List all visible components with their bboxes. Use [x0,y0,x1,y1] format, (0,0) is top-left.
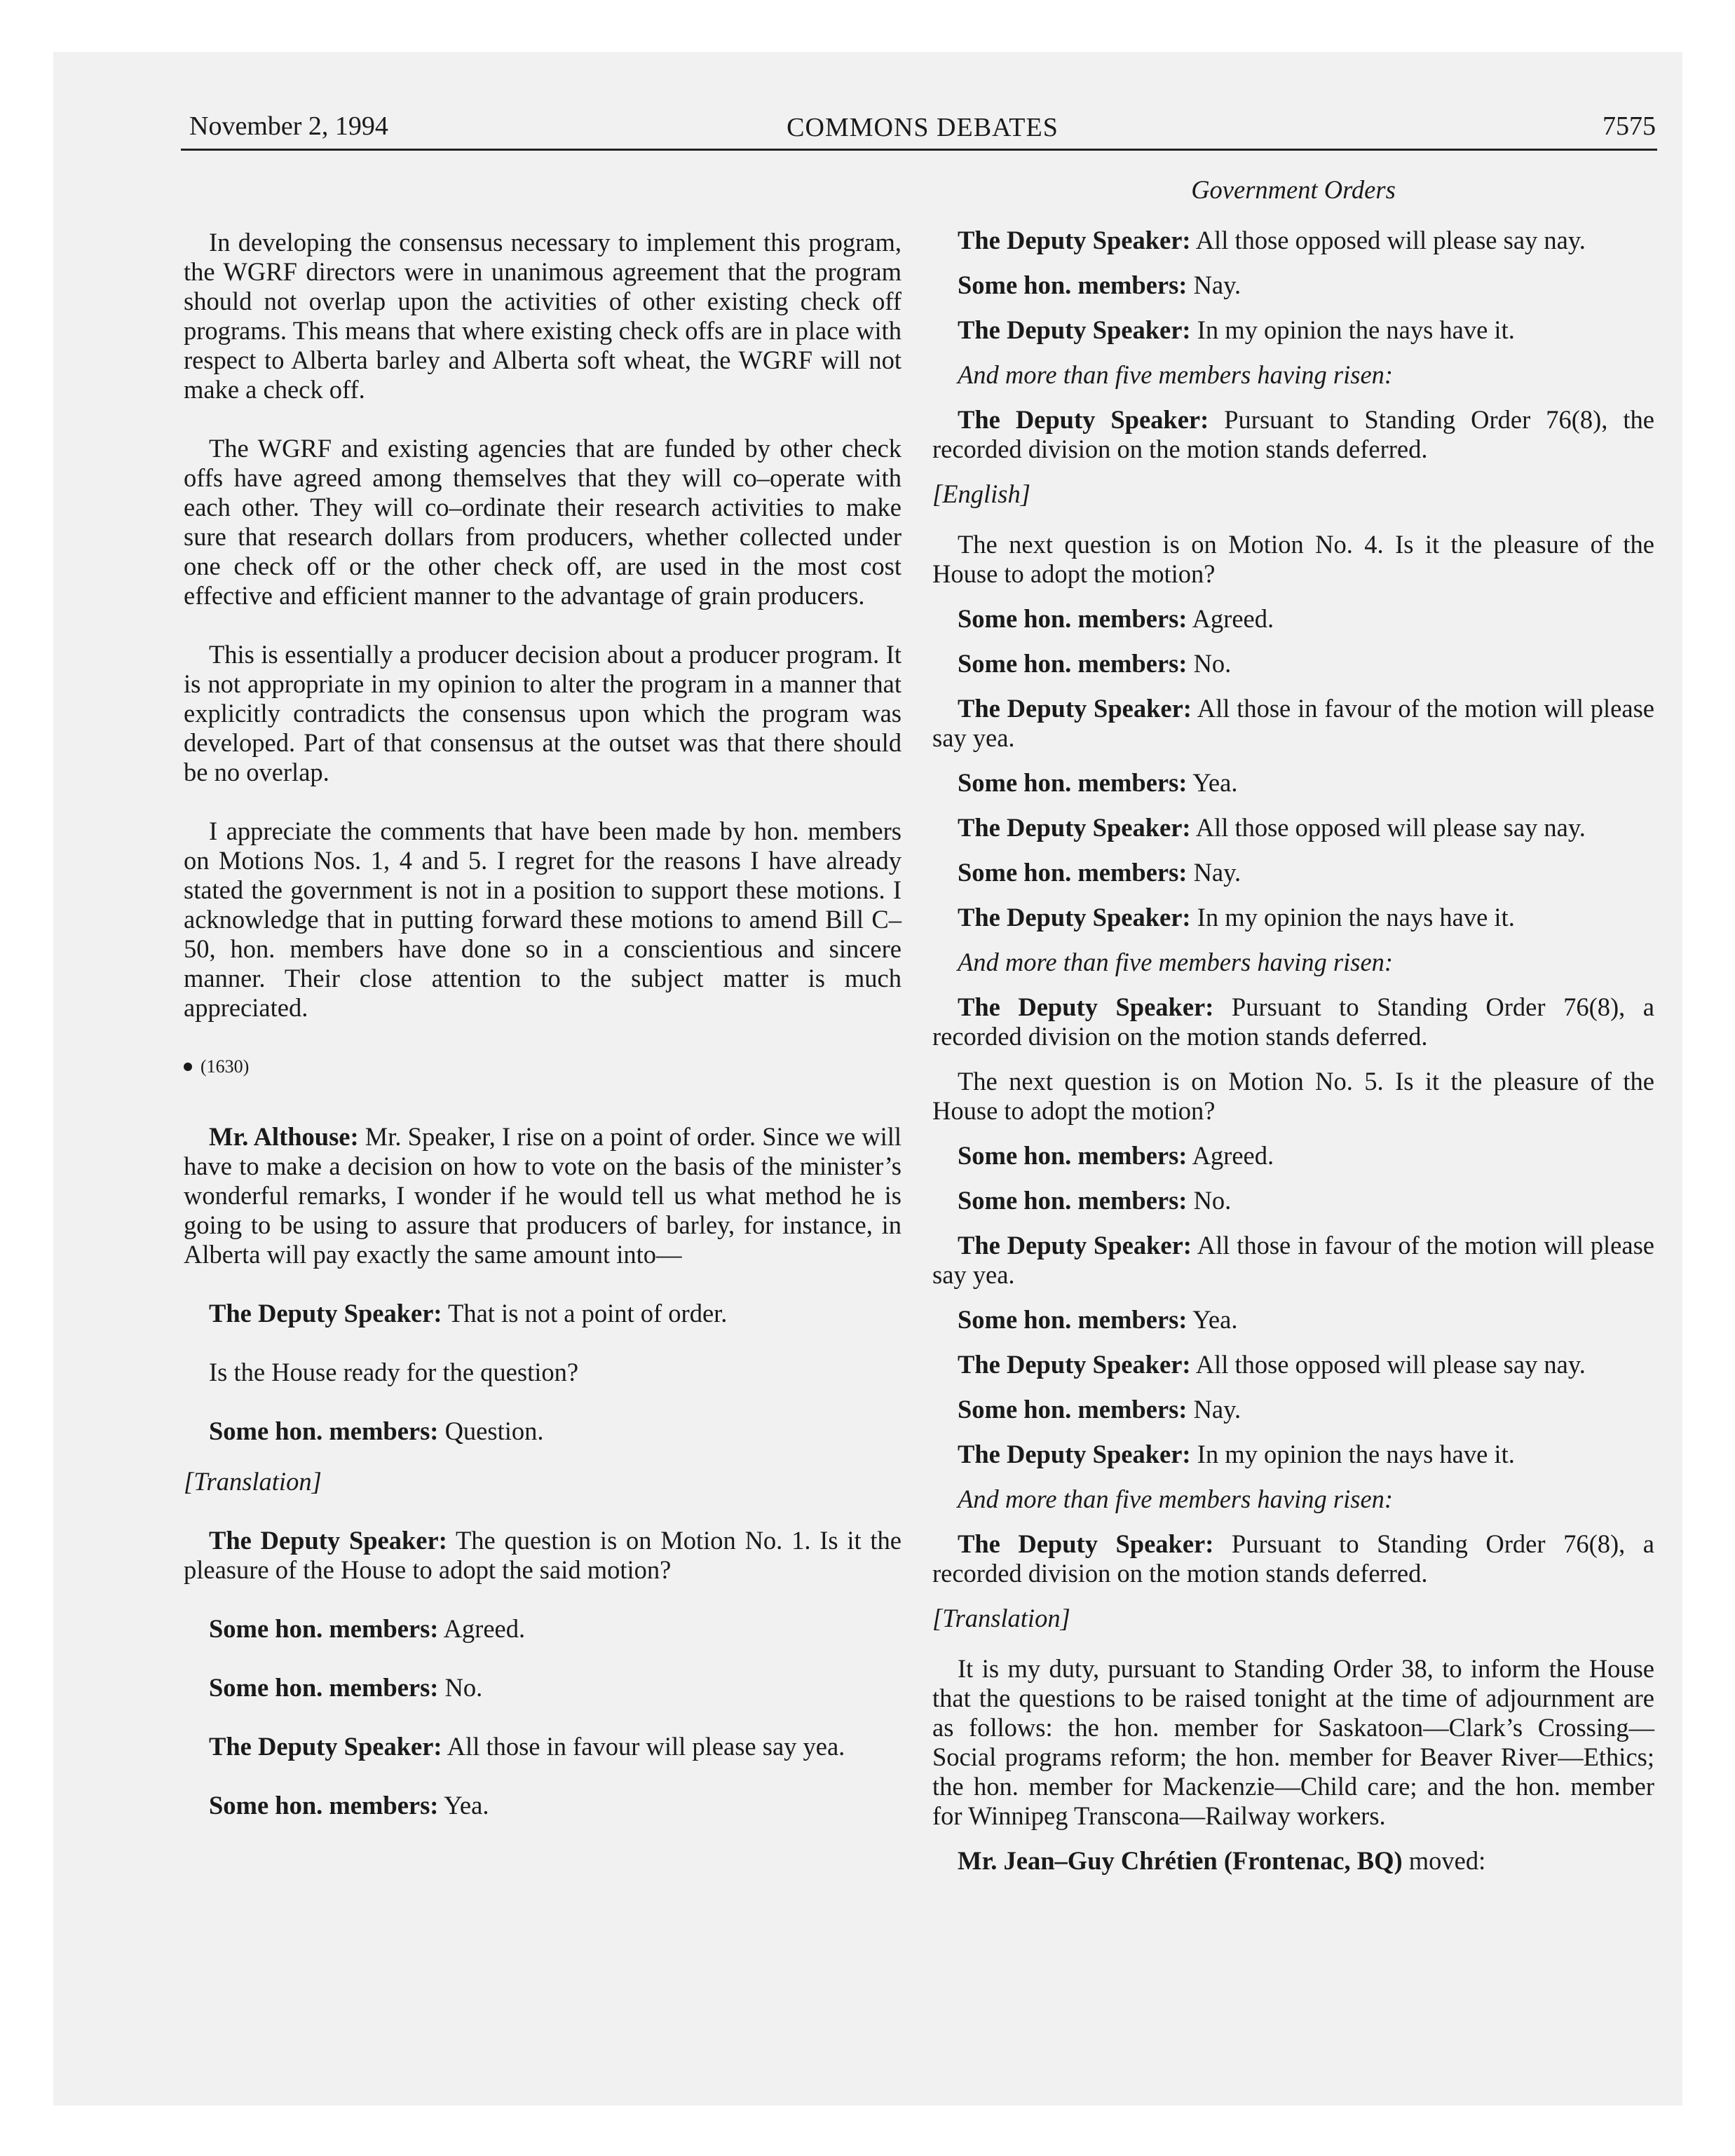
speech [184,1791,901,1820]
speaker-name: The Deputy Speaker: [958,1231,1192,1260]
speaker-name: The Deputy Speaker: [958,1440,1191,1468]
page-header [189,105,1656,147]
speech-text: Question. [438,1417,544,1445]
time-marker-text: (1630) [200,1056,250,1077]
stage-direction: And more than five members having risen: [958,948,1394,976]
paragraph: I appreciate the comments that have been made by hon. members on Motions Nos. 1, 4 and 5. I regret for the reasons I have already stated the government is not in a position to support these motions. I acknowledge that in putting forward these motions to amend Bill C–50, hon. members have done so in a conscientious and sincere manner. Their close attention to the subject matter is much appreciated. [184,817,901,1022]
header-title: COMMONS DEBATES [787,113,1059,142]
speaker-name: The Deputy Speaker: [958,694,1192,723]
speech [932,1305,1654,1335]
speech-text: Agreed. [1187,1141,1274,1170]
speaker-name: Some hon. members: [958,649,1188,678]
speech-text: Pursuant to Standing Order 76(8), the recorded division on the motion stands deferred. [932,405,1654,463]
stage-direction: And more than five members having risen: [958,360,1394,389]
speech [932,992,1654,1051]
bullet-icon [184,1063,192,1071]
speech-text: Pursuant to Standing Order 76(8), a recorded division on the motion stands deferred. [932,992,1654,1051]
speech-text: All those opposed will please say nay. [1190,813,1586,842]
speaker-name: The Deputy Speaker: [958,992,1214,1021]
speech-text: Mr. Speaker, I rise on a point of order. Since we will have to make a decision on how to vote on the basis of the minister’s wonderful remarks, I wonder if he would tell us what method he is going to be using to assure that producers of barley, for instance, in Alberta will pay exactly the same amount into— [184,1122,901,1269]
speech [932,1186,1654,1215]
right-column [932,175,1654,1876]
speaker-name: Some hon. members: [209,1673,439,1702]
header-rule [181,149,1657,151]
speech [932,768,1654,798]
speech-text: The question is on Motion No. 1. Is it the pleasure of the House to adopt the said motion? [184,1526,901,1584]
header-date: November 2, 1994 [189,111,388,141]
speech [184,1673,901,1703]
speaker-name: Some hon. members: [209,1417,439,1445]
speaker-name: The Deputy Speaker: [958,405,1209,434]
speaker-name: Some hon. members: [958,271,1188,299]
speech [932,694,1654,753]
speech-text: Nay. [1187,858,1241,887]
paragraph: The WGRF and existing agencies that are funded by other check offs have agreed among themselves that they will co–operate with each other. They will co–ordinate their research activities to make sure that research dollars from producers, whether collected under one check off or the other check off, are used in the most cost effective and efficient manner to the advantage of grain producers. [184,434,901,610]
speech-text: No. [438,1673,483,1702]
speaker-name: The Deputy Speaker: [209,1732,442,1761]
paragraph: In developing the consensus necessary to implement this program, the WGRF directors were in unanimous agreement that the program should not overlap upon the activities of other existing check off programs. This means that where existing check offs are in place with respect to Alberta barley and Alberta soft wheat, the WGRF will not make a check off. [184,228,901,404]
speaker-name: Some hon. members: [209,1791,439,1820]
speech-text: In my opinion the nays have it. [1190,903,1515,932]
speech-text: Yea. [1187,768,1238,797]
speech [932,1231,1654,1290]
speech [184,1299,901,1328]
speech [184,1417,901,1446]
speech-text: Pursuant to Standing Order 76(8), a recorded division on the motion stands deferred. [932,1529,1654,1588]
speaker-name: Some hon. members: [958,604,1188,633]
speech-text: No. [1187,649,1232,678]
speech-text: In my opinion the nays have it. [1190,1440,1515,1468]
speech [932,405,1654,464]
speaker-name: Mr. Althouse: [209,1122,359,1151]
speech [932,604,1654,634]
paragraph: This is essentially a producer decision about a producer program. It is not appropriate in my opinion to alter the program in a manner that explicitly contradicts the consensus upon which the program was developed. Part of that consensus at the outset was that there should be no overlap. [184,640,901,786]
speaker-name: Some hon. members: [958,1305,1188,1334]
speech [932,649,1654,678]
left-column [184,228,901,1820]
speech [932,903,1654,932]
speaker-name: Mr. Jean–Guy Chrétien (Frontenac, BQ) [958,1846,1403,1875]
speaker-name: The Deputy Speaker: [958,226,1191,254]
speech-text: All those opposed will please say nay. [1190,226,1586,254]
speaker-name: The Deputy Speaker: [958,813,1191,842]
speech [932,1846,1654,1876]
speech [932,813,1654,842]
speech [184,1526,901,1585]
speaker-name: Some hon. members: [209,1614,439,1643]
paragraph: The next question is on Motion No. 5. Is it the pleasure of the House to adopt the motion? [932,1067,1654,1125]
paragraph: The next question is on Motion No. 4. Is it the pleasure of the House to adopt the motion? [932,530,1654,588]
speech [184,1732,901,1761]
speech-text: All those in favour of the motion will please say yea. [932,1231,1654,1289]
language-note: [Translation] [932,1604,1070,1632]
speaker-name: The Deputy Speaker: [958,1350,1191,1379]
speech [932,315,1654,345]
speech [932,858,1654,887]
language-note: [Translation] [184,1467,322,1496]
speech-text: Yea. [438,1791,489,1820]
speech-text: Nay. [1187,271,1241,299]
speech [184,1122,901,1269]
speech-text: moved: [1402,1846,1486,1875]
speech [184,1614,901,1644]
speaker-name: The Deputy Speaker: [958,1529,1214,1558]
speech-text: Nay. [1187,1395,1241,1424]
language-note: [English] [932,479,1030,508]
speaker-name: Some hon. members: [958,768,1188,797]
speech-text: All those in favour of the motion will please say yea. [932,694,1654,752]
speaker-name: The Deputy Speaker: [958,315,1191,344]
speech [932,271,1654,300]
speech-text: All those opposed will please say nay. [1190,1350,1586,1379]
speaker-name: Some hon. members: [958,1186,1188,1215]
speech-text: Agreed. [438,1614,526,1643]
speech [932,1529,1654,1588]
paragraph: Is the House ready for the question? [209,1358,579,1386]
speech-text: All those in favour will please say yea. [442,1732,845,1761]
speaker-name: The Deputy Speaker: [209,1299,442,1328]
speaker-name: The Deputy Speaker: [209,1526,447,1555]
speech [932,226,1654,255]
section-heading: Government Orders [1191,175,1396,204]
speech-text: That is not a point of order. [442,1299,728,1328]
speech-text: Agreed. [1187,604,1274,633]
speech [932,1350,1654,1379]
paragraph: It is my duty, pursuant to Standing Order 38, to inform the House that the questions to be raised tonight at the time of adjournment are as follows: the hon. member for Saskatoon—Clark’s Crossing—Social programs reform; the hon. member for Beaver River—Ethics; the hon. member for Mackenzie—Child care; and the hon. member for Winnipeg Transcona—Railway workers. [932,1654,1654,1830]
header-page-number: 7575 [1603,111,1656,141]
speech [932,1395,1654,1424]
speaker-name: Some hon. members: [958,1141,1188,1170]
speech-text: No. [1187,1186,1232,1215]
speech [932,1141,1654,1171]
speaker-name: Some hon. members: [958,858,1188,887]
stage-direction: And more than five members having risen: [958,1485,1394,1513]
speech-text: In my opinion the nays have it. [1190,315,1515,344]
time-marker [184,1052,901,1082]
speech-text: Yea. [1187,1305,1238,1334]
speech [932,1440,1654,1469]
speaker-name: Some hon. members: [958,1395,1188,1424]
speaker-name: The Deputy Speaker: [958,903,1191,932]
